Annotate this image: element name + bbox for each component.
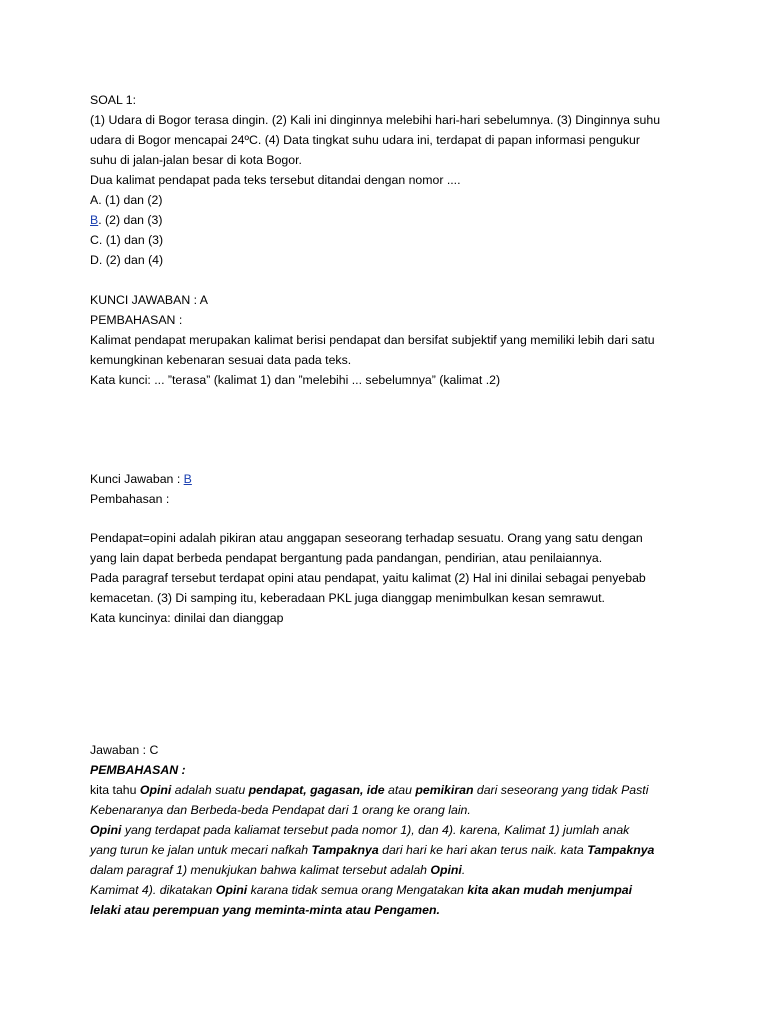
text-run: Opini (215, 883, 248, 897)
soal-1-text-line: (1) Udara di Bogor terasa dingin. (2) Kali ini dinginnya melebihi hari-hari sebelumnya. (3) Dinginnya suhu (90, 113, 661, 127)
text-run: . (461, 863, 466, 877)
section-3 (90, 740, 690, 920)
section-2-line: Pada paragraf tersebut terdapat opini atau pendapat, yaitu kalimat (2) Hal ini dinilai sebagai penyebab (90, 571, 646, 585)
option-b (90, 210, 690, 230)
text-run: Opini (139, 783, 172, 797)
soal-1-text-line: suhu di jalan-jalan besar di kota Bogor. (90, 153, 302, 167)
section-2-line: Kata kuncinya: dinilai dan dianggap (90, 611, 284, 625)
section-3-line (90, 780, 690, 800)
option-b-link[interactable]: B (90, 213, 99, 227)
text-run: atau (384, 783, 416, 797)
text-run: dari hari ke hari akan terus naik. kata (378, 843, 588, 857)
answer-key-2 (90, 469, 690, 489)
soal-1-question: Dua kalimat pendapat pada teks tersebut ditandai dengan nomor .... (90, 173, 461, 187)
answer-key-label: Kunci Jawaban : (90, 472, 184, 486)
text-run: karana tidak semua orang Mengatakan (247, 883, 468, 897)
text-run: adalah suatu (171, 783, 249, 797)
discussion-line: Kata kunci: ... ”terasa” (kalimat 1) dan ”melebihi ... sebelumnya” (kalimat .2) (90, 373, 501, 387)
section-3-line (90, 840, 690, 860)
text-run: yang turun ke jalan untuk mecari nafkah (90, 843, 312, 857)
text-run: Opini (430, 863, 462, 877)
answer-key: KUNCI JAWABAN : A (90, 293, 208, 307)
answer-key-link[interactable]: B (183, 472, 192, 486)
text-run: kita tahu (90, 783, 140, 797)
discussion-title: PEMBAHASAN : (90, 313, 183, 327)
section-3-line: Kebenaranya dan Berbeda-beda Pendapat dari 1 orang ke orang lain. (90, 803, 471, 817)
text-run: pemikiran (415, 783, 474, 797)
section-3-line (90, 820, 690, 840)
text-run: Tampaknya (587, 843, 655, 857)
text-run: pendapat, gagasan, ide (248, 783, 385, 797)
discussion-title-3: PEMBAHASAN : (90, 763, 186, 777)
section-2-line: Pendapat=opini adalah pikiran atau anggapan seseorang terhadap sesuatu. Orang yang satu dengan (90, 531, 643, 545)
option-c: C. (1) dan (3) (90, 233, 164, 247)
discussion-title-2: Pembahasan : (90, 492, 170, 506)
text-run: Kamimat 4). dikatakan (90, 883, 216, 897)
soal-1-title: SOAL 1: (90, 93, 137, 107)
option-d: D. (2) dan (4) (90, 253, 164, 267)
section-3-line: lelaki atau perempuan yang meminta-minta atau Pengamen. (90, 903, 440, 917)
section-2 (90, 469, 690, 509)
discussion-line: kemungkinan kebenaran sesuai data pada teks. (90, 353, 352, 367)
soal-1-answer-section (90, 290, 690, 390)
text-run: Opini (90, 823, 122, 837)
text-run: dari seseorang yang tidak Pasti (473, 783, 649, 797)
soal-1-section (90, 90, 690, 270)
option-b-text: . (2) dan (3) (98, 213, 163, 227)
section-2-line: kemacetan. (3) Di samping itu, keberadaan PKL juga dianggap menimbulkan kesan semrawut. (90, 591, 605, 605)
text-run: dalam paragraf 1) menukjukan bahwa kalimat tersebut adalah (90, 863, 431, 877)
answer-3: Jawaban : C (90, 743, 159, 757)
section-3-line (90, 860, 690, 880)
section-3-line (90, 880, 690, 900)
soal-1-text-line: udara di Bogor mencapai 24ºC. (4) Data tingkat suhu udara ini, terdapat di papan informasi pengukur (90, 133, 640, 147)
option-a: A. (1) dan (2) (90, 193, 163, 207)
text-run: kita akan mudah menjumpai (467, 883, 632, 897)
text-run: Tampaknya (311, 843, 379, 857)
section-2-body (90, 528, 690, 628)
section-2-line: yang lain dapat berbeda pendapat bergantung pada pandangan, pendirian, atau penilaiannya. (90, 551, 603, 565)
text-run: yang terdapat pada kaliamat tersebut pada nomor 1), dan 4). karena, Kalimat 1) jumlah anak (121, 823, 630, 837)
discussion-line: Kalimat pendapat merupakan kalimat berisi pendapat dan bersifat subjektif yang memiliki lebih dari satu (90, 333, 655, 347)
